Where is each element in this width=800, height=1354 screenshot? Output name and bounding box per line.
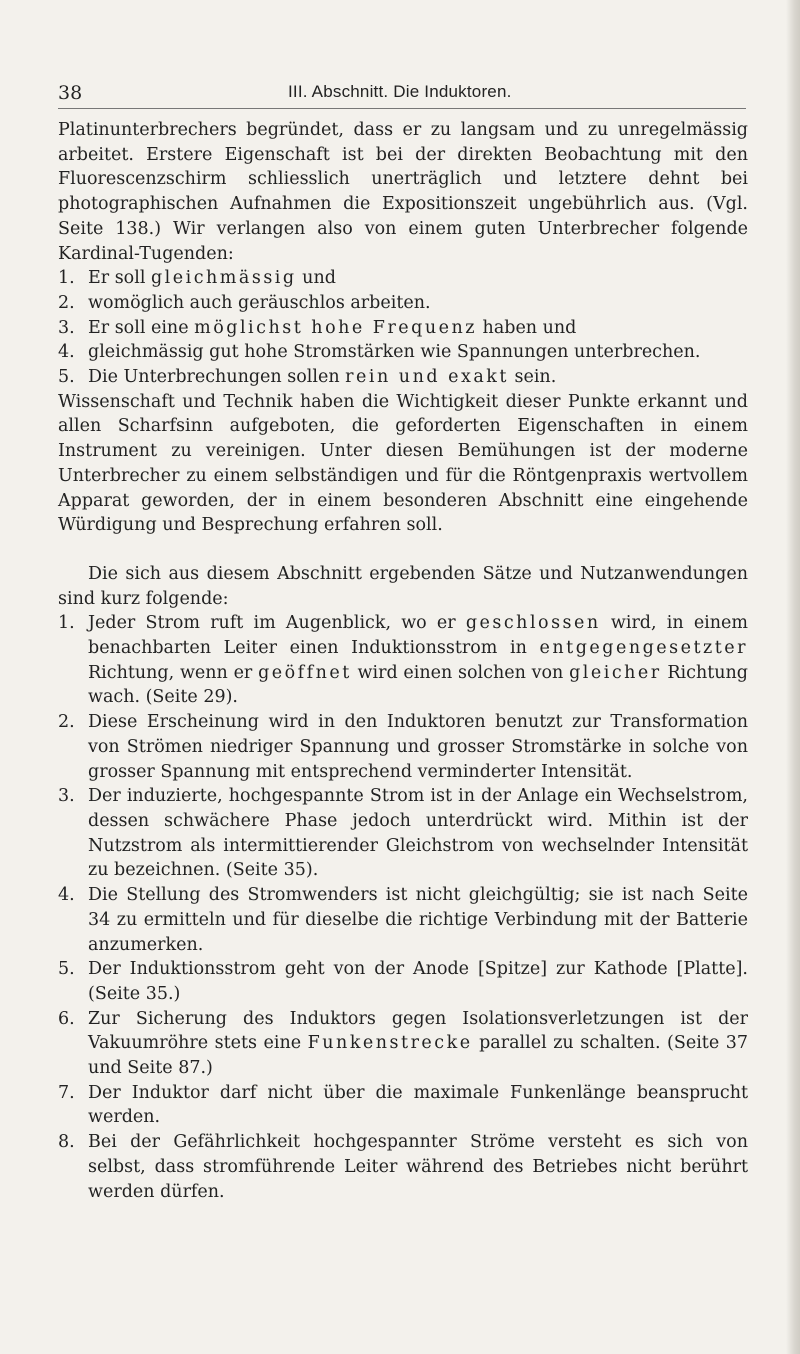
- item-number: 3.: [58, 317, 75, 338]
- item-number: 1.: [58, 268, 75, 289]
- page-number: 38: [58, 82, 83, 104]
- item-number: 8.: [58, 1132, 75, 1153]
- item-text: sein.: [508, 367, 557, 388]
- item-text: Er soll eine: [88, 317, 195, 338]
- item-text: Zur Sicherung des Induktors gegen Isolationsverletzungen ist der Vakuumröhre stets eine: [88, 1008, 748, 1054]
- virtue-item-3: [58, 316, 748, 341]
- body-text: [58, 118, 748, 1204]
- item-text: parallel zu schalten. (Seite 37 und Seite 87.): [88, 1033, 748, 1079]
- rule-item-3: [58, 784, 748, 883]
- item-emphasis: geöffnet: [258, 662, 352, 683]
- item-text: Die Stellung des Stromwenders ist nicht gleichgültig; sie ist nach Seite 34 zu ermitteln und für dieselbe die richtige Verbindung mit der Batterie anzumerken.: [88, 885, 748, 955]
- item-number: 4.: [58, 885, 75, 906]
- item-emphasis: entgegengesetzter: [539, 638, 748, 659]
- item-text: Der induzierte, hochgespannte Strom ist in der Anlage ein Wechselstrom, dessen schwächere Phase jedoch unterdrückt wird. Mithin ist der Nutzstrom als intermittierender Gleichstrom von wechselnder Intensität zu bezeichnen. (Seite 35).: [88, 786, 748, 881]
- intro-paragraph: Platinunterbrechers begründet, dass er zu langsam und zu unregelmässig arbeitet. Erstere Eigenschaft ist bei der direkten Beobachtung mit den Fluorescenzschirm schliesslich unerträglich und letztere dehnt bei photographischen Aufnahmen die Expositionszeit ungebührlich aus. (Vgl. Seite 138.) Wir verlangen also von einem guten Unterbrecher folgende Kardinal-Tugenden:: [58, 120, 748, 264]
- running-head: III. Abschnitt. Die Induktoren.: [288, 82, 512, 101]
- item-emphasis: gleichmässig: [150, 268, 297, 289]
- rules-list: [58, 611, 748, 1204]
- item-text: womöglich auch geräuschlos arbeiten.: [88, 292, 431, 313]
- rule-item-5: [58, 957, 748, 1006]
- item-number: 1.: [58, 613, 75, 634]
- item-emphasis: rein und exakt: [345, 367, 509, 388]
- virtue-item-4: [58, 340, 748, 365]
- rule-item-2: [58, 710, 748, 784]
- rule-item-4: [58, 883, 748, 957]
- rule-item-6: [58, 1007, 748, 1081]
- item-text: gleichmässig gut hohe Stromstärken wie Spannungen unterbrechen.: [88, 342, 701, 363]
- item-number: 7.: [58, 1082, 75, 1103]
- item-text: Die Unterbrechungen sollen: [88, 367, 346, 388]
- rule-item-8: [58, 1130, 748, 1204]
- item-text: Bei der Gefährlichkeit hochgespannter Ströme versteht es sich von selbst, dass stromführende Leiter während des Betriebes nicht berührt werden dürfen.: [88, 1132, 748, 1202]
- item-emphasis: gleicher: [569, 662, 662, 683]
- page-header: [58, 82, 746, 109]
- item-text: Der Induktor darf nicht über die maximale Funkenlänge beansprucht werden.: [88, 1082, 748, 1128]
- item-number: 5.: [58, 367, 75, 388]
- paragraph-3: Die sich aus diesem Abschnitt ergebenden Sätze und Nutzanwendungen sind kurz folgende:: [58, 563, 748, 609]
- page-edge-shadow: [786, 0, 800, 1354]
- item-text: Diese Erscheinung wird in den Induktoren benutzt zur Transformation von Strömen niedriger Spannung und grosser Stromstärke in solche von grosser Spannung mit entsprechend verminderter Intensität.: [88, 712, 748, 782]
- virtue-item-1: [58, 266, 748, 291]
- paragraph-2: Wissenschaft und Technik haben die Wichtigkeit dieser Punkte erkannt und allen Scharfsinn aufgeboten, die geforderten Eigenschaften in einem Instrument zu vereinigen. Unter diesen Bemühungen ist der moderne Unterbrecher zu einem selbständigen und für die Röntgenpraxis wertvollem Apparat geworden, der in einem besonderen Abschnitt eine eingehende Würdigung und Besprechung erfahren soll.: [58, 391, 748, 536]
- item-text: Der Induktionsstrom geht von der Anode [Spitze] zur Kathode [Platte]. (Seite 35.): [88, 959, 748, 1004]
- item-text: wird einen solchen von: [351, 662, 570, 683]
- virtue-item-5: [58, 365, 748, 390]
- rule-item-1: [58, 611, 748, 710]
- item-emphasis: geschlossen: [465, 613, 601, 634]
- item-number: 3.: [58, 786, 75, 807]
- item-emphasis: Funkenstrecke: [307, 1033, 473, 1054]
- item-number: 2.: [58, 292, 75, 313]
- item-text: Jeder Strom ruft im Augenblick, wo er: [88, 613, 466, 634]
- item-emphasis: möglichst hohe Frequenz: [194, 317, 477, 338]
- item-text: Richtung wach. (Seite 29).: [88, 662, 748, 708]
- item-text: wird, in einem benachbarten Leiter einen Induktionsstrom in: [88, 613, 748, 659]
- rule-item-7: [58, 1081, 748, 1130]
- item-number: 5.: [58, 959, 75, 980]
- item-text: Richtung, wenn er: [88, 662, 259, 683]
- item-text: haben und: [476, 317, 577, 338]
- virtues-list: [58, 266, 748, 390]
- item-number: 4.: [58, 342, 75, 363]
- item-number: 2.: [58, 712, 75, 733]
- item-text: Er soll: [88, 268, 151, 289]
- item-text: und: [296, 268, 336, 289]
- virtue-item-2: [58, 291, 748, 316]
- item-number: 6.: [58, 1008, 75, 1029]
